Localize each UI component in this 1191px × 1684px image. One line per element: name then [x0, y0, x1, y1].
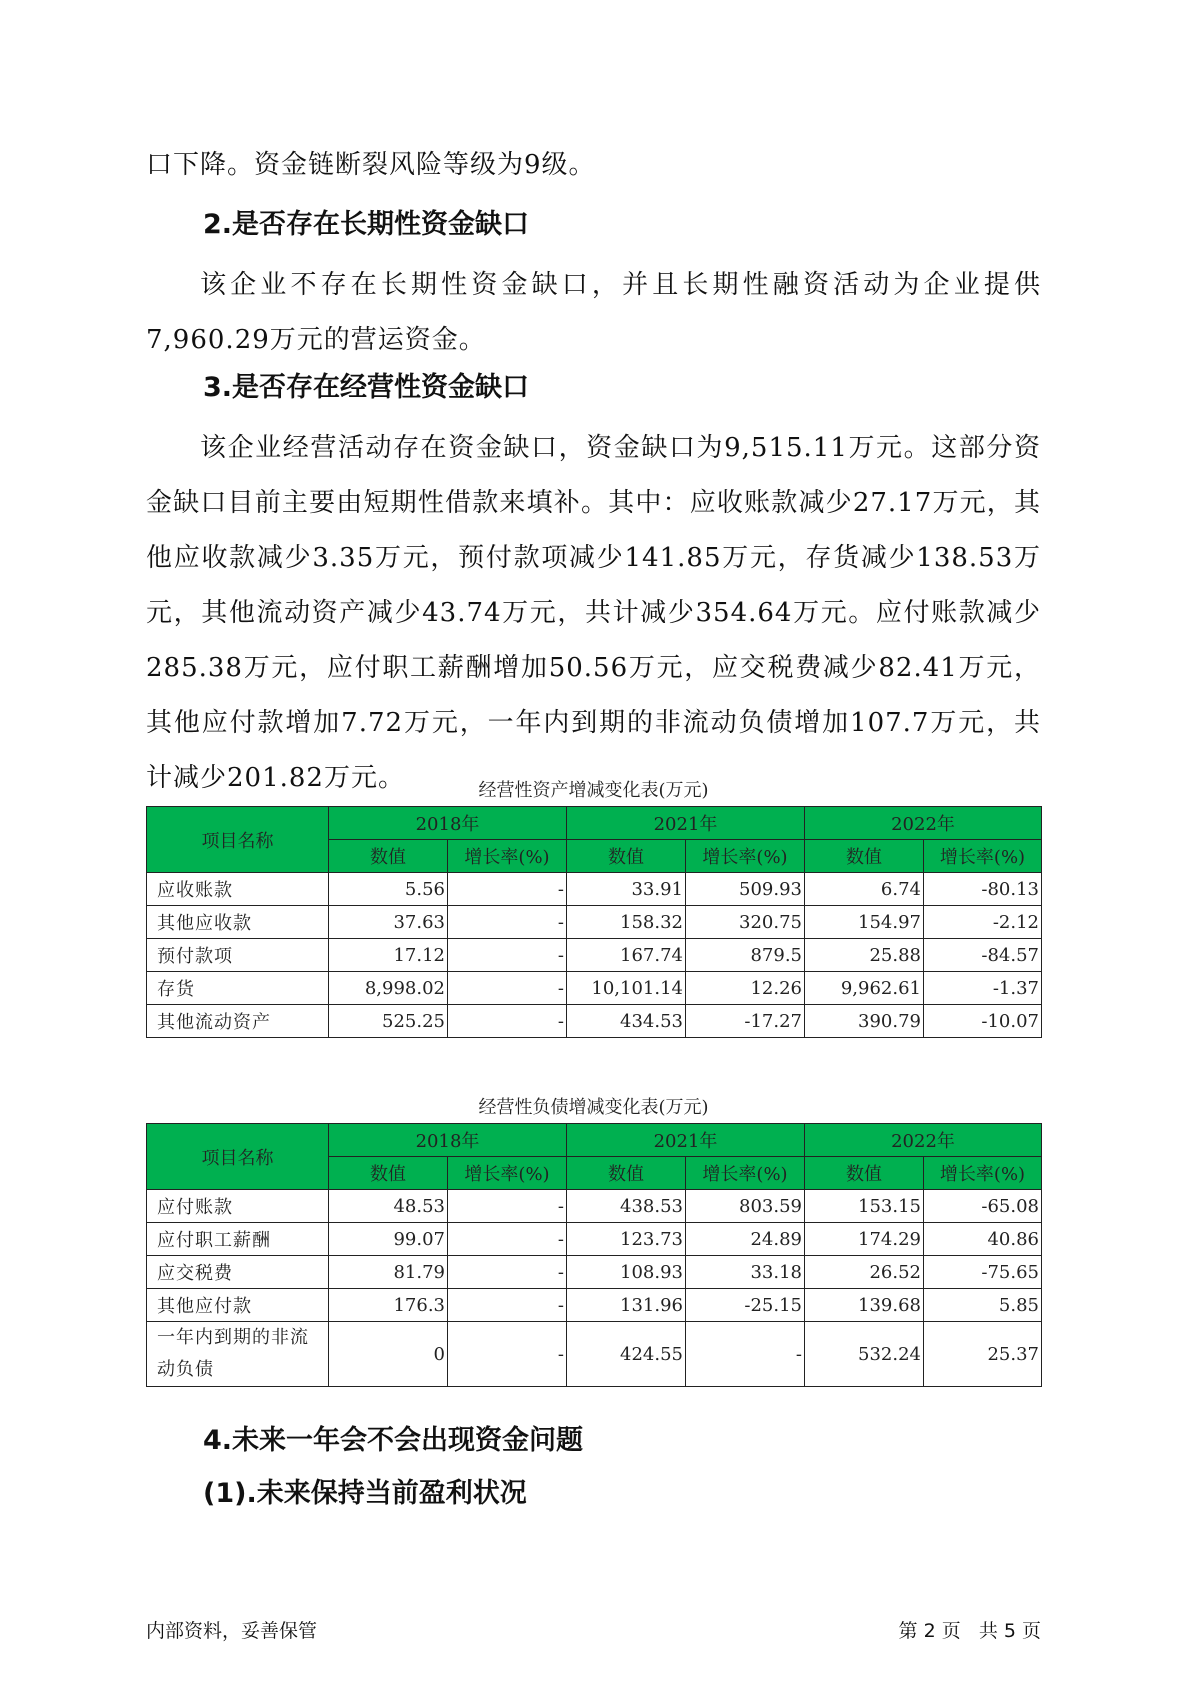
growth-rate-cell: 33.18 [686, 1256, 805, 1289]
year-header: 2021年 [567, 1124, 805, 1157]
growth-rate-cell: -1.37 [924, 972, 1042, 1005]
section-3-heading: 3.是否存在经营性资金缺口 [203, 372, 530, 403]
growth-rate-cell: - [448, 1223, 567, 1256]
growth-rate-cell: -65.08 [924, 1190, 1042, 1223]
growth-rate-cell: - [448, 939, 567, 972]
row-item-name: 其他流动资产 [147, 1005, 329, 1038]
value-cell: 424.55 [567, 1322, 686, 1387]
growth-rate-cell: 5.85 [924, 1289, 1042, 1322]
growth-rate-cell: - [686, 1322, 805, 1387]
section-2-heading: 2.是否存在长期性资金缺口 [203, 209, 530, 240]
growth-rate-cell: 803.59 [686, 1190, 805, 1223]
value-cell: 532.24 [805, 1322, 924, 1387]
table-row [147, 906, 1042, 939]
growth-rate-cell: - [448, 1190, 567, 1223]
year-header: 2022年 [805, 1124, 1042, 1157]
table-row [147, 1005, 1042, 1038]
liabilities-table [146, 1123, 1042, 1387]
value-cell: 8,998.02 [329, 972, 448, 1005]
value-cell: 81.79 [329, 1256, 448, 1289]
growth-rate-cell: - [448, 1322, 567, 1387]
year-header: 2018年 [329, 807, 567, 840]
growth-rate-header: 增长率(%) [924, 840, 1042, 873]
value-header: 数值 [805, 1157, 924, 1190]
growth-rate-cell: -84.57 [924, 939, 1042, 972]
growth-rate-cell: - [448, 906, 567, 939]
table-row [147, 1190, 1042, 1223]
growth-rate-cell: -25.15 [686, 1289, 805, 1322]
table-row [147, 972, 1042, 1005]
growth-rate-header: 增长率(%) [448, 1157, 567, 1190]
value-cell: 10,101.14 [567, 972, 686, 1005]
table-row [147, 1223, 1042, 1256]
value-cell: 26.52 [805, 1256, 924, 1289]
value-header: 数值 [567, 1157, 686, 1190]
table-row [147, 1256, 1042, 1289]
row-item-name: 应交税费 [147, 1256, 329, 1289]
row-item-name: 预付款项 [147, 939, 329, 972]
growth-rate-header: 增长率(%) [686, 1157, 805, 1190]
growth-rate-cell: - [448, 972, 567, 1005]
value-cell: 99.07 [329, 1223, 448, 1256]
growth-rate-header: 增长率(%) [686, 840, 805, 873]
row-item-name: 其他应收款 [147, 906, 329, 939]
assets-table-caption: 经营性资产增减变化表(万元) [478, 780, 709, 801]
growth-rate-cell: 320.75 [686, 906, 805, 939]
value-cell: 48.53 [329, 1190, 448, 1223]
assets-table [146, 806, 1042, 1038]
table-row [147, 873, 1042, 906]
value-cell: 438.53 [567, 1190, 686, 1223]
growth-rate-cell: 879.5 [686, 939, 805, 972]
intro-line: 口下降。资金链断裂风险等级为9级。 [146, 150, 596, 180]
value-cell: 37.63 [329, 906, 448, 939]
value-cell: 17.12 [329, 939, 448, 972]
value-header: 数值 [329, 840, 448, 873]
growth-rate-cell: -17.27 [686, 1005, 805, 1038]
value-cell: 167.74 [567, 939, 686, 972]
value-cell: 176.3 [329, 1289, 448, 1322]
growth-rate-cell: -80.13 [924, 873, 1042, 906]
growth-rate-cell: 40.86 [924, 1223, 1042, 1256]
row-item-name: 存货 [147, 972, 329, 1005]
value-header: 数值 [567, 840, 686, 873]
table-row [147, 1322, 1042, 1387]
year-header: 2021年 [567, 807, 805, 840]
liabilities-table-caption: 经营性负债增减变化表(万元) [478, 1097, 709, 1118]
value-cell: 154.97 [805, 906, 924, 939]
value-cell: 525.25 [329, 1005, 448, 1038]
section-2-text: 该企业不存在长期性资金缺口，并且长期性融资活动为企业提供7,960.29万元的营运资金。 [146, 270, 1041, 355]
value-cell: 9,962.61 [805, 972, 924, 1005]
page-number: 第 2 页 共 5 页 [898, 1620, 1041, 1642]
row-item-name: 应付账款 [147, 1190, 329, 1223]
value-cell: 33.91 [567, 873, 686, 906]
growth-rate-cell: - [448, 1289, 567, 1322]
item-name-header: 项目名称 [147, 807, 329, 873]
growth-rate-cell: -10.07 [924, 1005, 1042, 1038]
value-cell: 153.15 [805, 1190, 924, 1223]
value-cell: 158.32 [567, 906, 686, 939]
growth-rate-header: 增长率(%) [448, 840, 567, 873]
value-cell: 434.53 [567, 1005, 686, 1038]
row-item-name: 其他应付款 [147, 1289, 329, 1322]
row-item-name: 应付职工薪酬 [147, 1223, 329, 1256]
item-name-header: 项目名称 [147, 1124, 329, 1190]
growth-rate-cell: 24.89 [686, 1223, 805, 1256]
value-cell: 5.56 [329, 873, 448, 906]
table-row [147, 1289, 1042, 1322]
growth-rate-header: 增长率(%) [924, 1157, 1042, 1190]
value-header: 数值 [329, 1157, 448, 1190]
growth-rate-cell: - [448, 1256, 567, 1289]
row-item-name: 一年内到期的非流动负债 [147, 1322, 329, 1387]
value-cell: 390.79 [805, 1005, 924, 1038]
value-cell: 25.88 [805, 939, 924, 972]
value-cell: 123.73 [567, 1223, 686, 1256]
growth-rate-cell: 12.26 [686, 972, 805, 1005]
year-header: 2022年 [805, 807, 1042, 840]
growth-rate-cell: 509.93 [686, 873, 805, 906]
value-cell: 174.29 [805, 1223, 924, 1256]
section-3-text: 该企业经营活动存在资金缺口，资金缺口为9,515.11万元。这部分资金缺口目前主要由短期性借款来填补。其中：应收账款减少27.17万元，其他应收款减少3.35万元，预付款项减少141.85万元，存货减少138.53万元，其他流动资产减少43.74万元，共计减少354.64万元。应付账款减少285.38万元，应付职工薪酬增加50.56万元，应交税费减少82.41万元，其他应付款增加7.72万元，一年内到期的非流动负债增加107.7万元，共计减少201.82万元。 [146, 433, 1041, 793]
row-item-name: 应收账款 [147, 873, 329, 906]
growth-rate-cell: - [448, 873, 567, 906]
value-cell: 131.96 [567, 1289, 686, 1322]
value-cell: 139.68 [805, 1289, 924, 1322]
section-4-subheading: (1).未来保持当前盈利状况 [203, 1478, 527, 1509]
year-header: 2018年 [329, 1124, 567, 1157]
growth-rate-cell: 25.37 [924, 1322, 1042, 1387]
confidential-note: 内部资料，妥善保管 [146, 1620, 318, 1642]
growth-rate-cell: -75.65 [924, 1256, 1042, 1289]
value-cell: 6.74 [805, 873, 924, 906]
value-cell: 0 [329, 1322, 448, 1387]
growth-rate-cell: -2.12 [924, 906, 1042, 939]
value-cell: 108.93 [567, 1256, 686, 1289]
table-row [147, 939, 1042, 972]
growth-rate-cell: - [448, 1005, 567, 1038]
value-header: 数值 [805, 840, 924, 873]
section-4-heading: 4.未来一年会不会出现资金问题 [203, 1425, 584, 1456]
